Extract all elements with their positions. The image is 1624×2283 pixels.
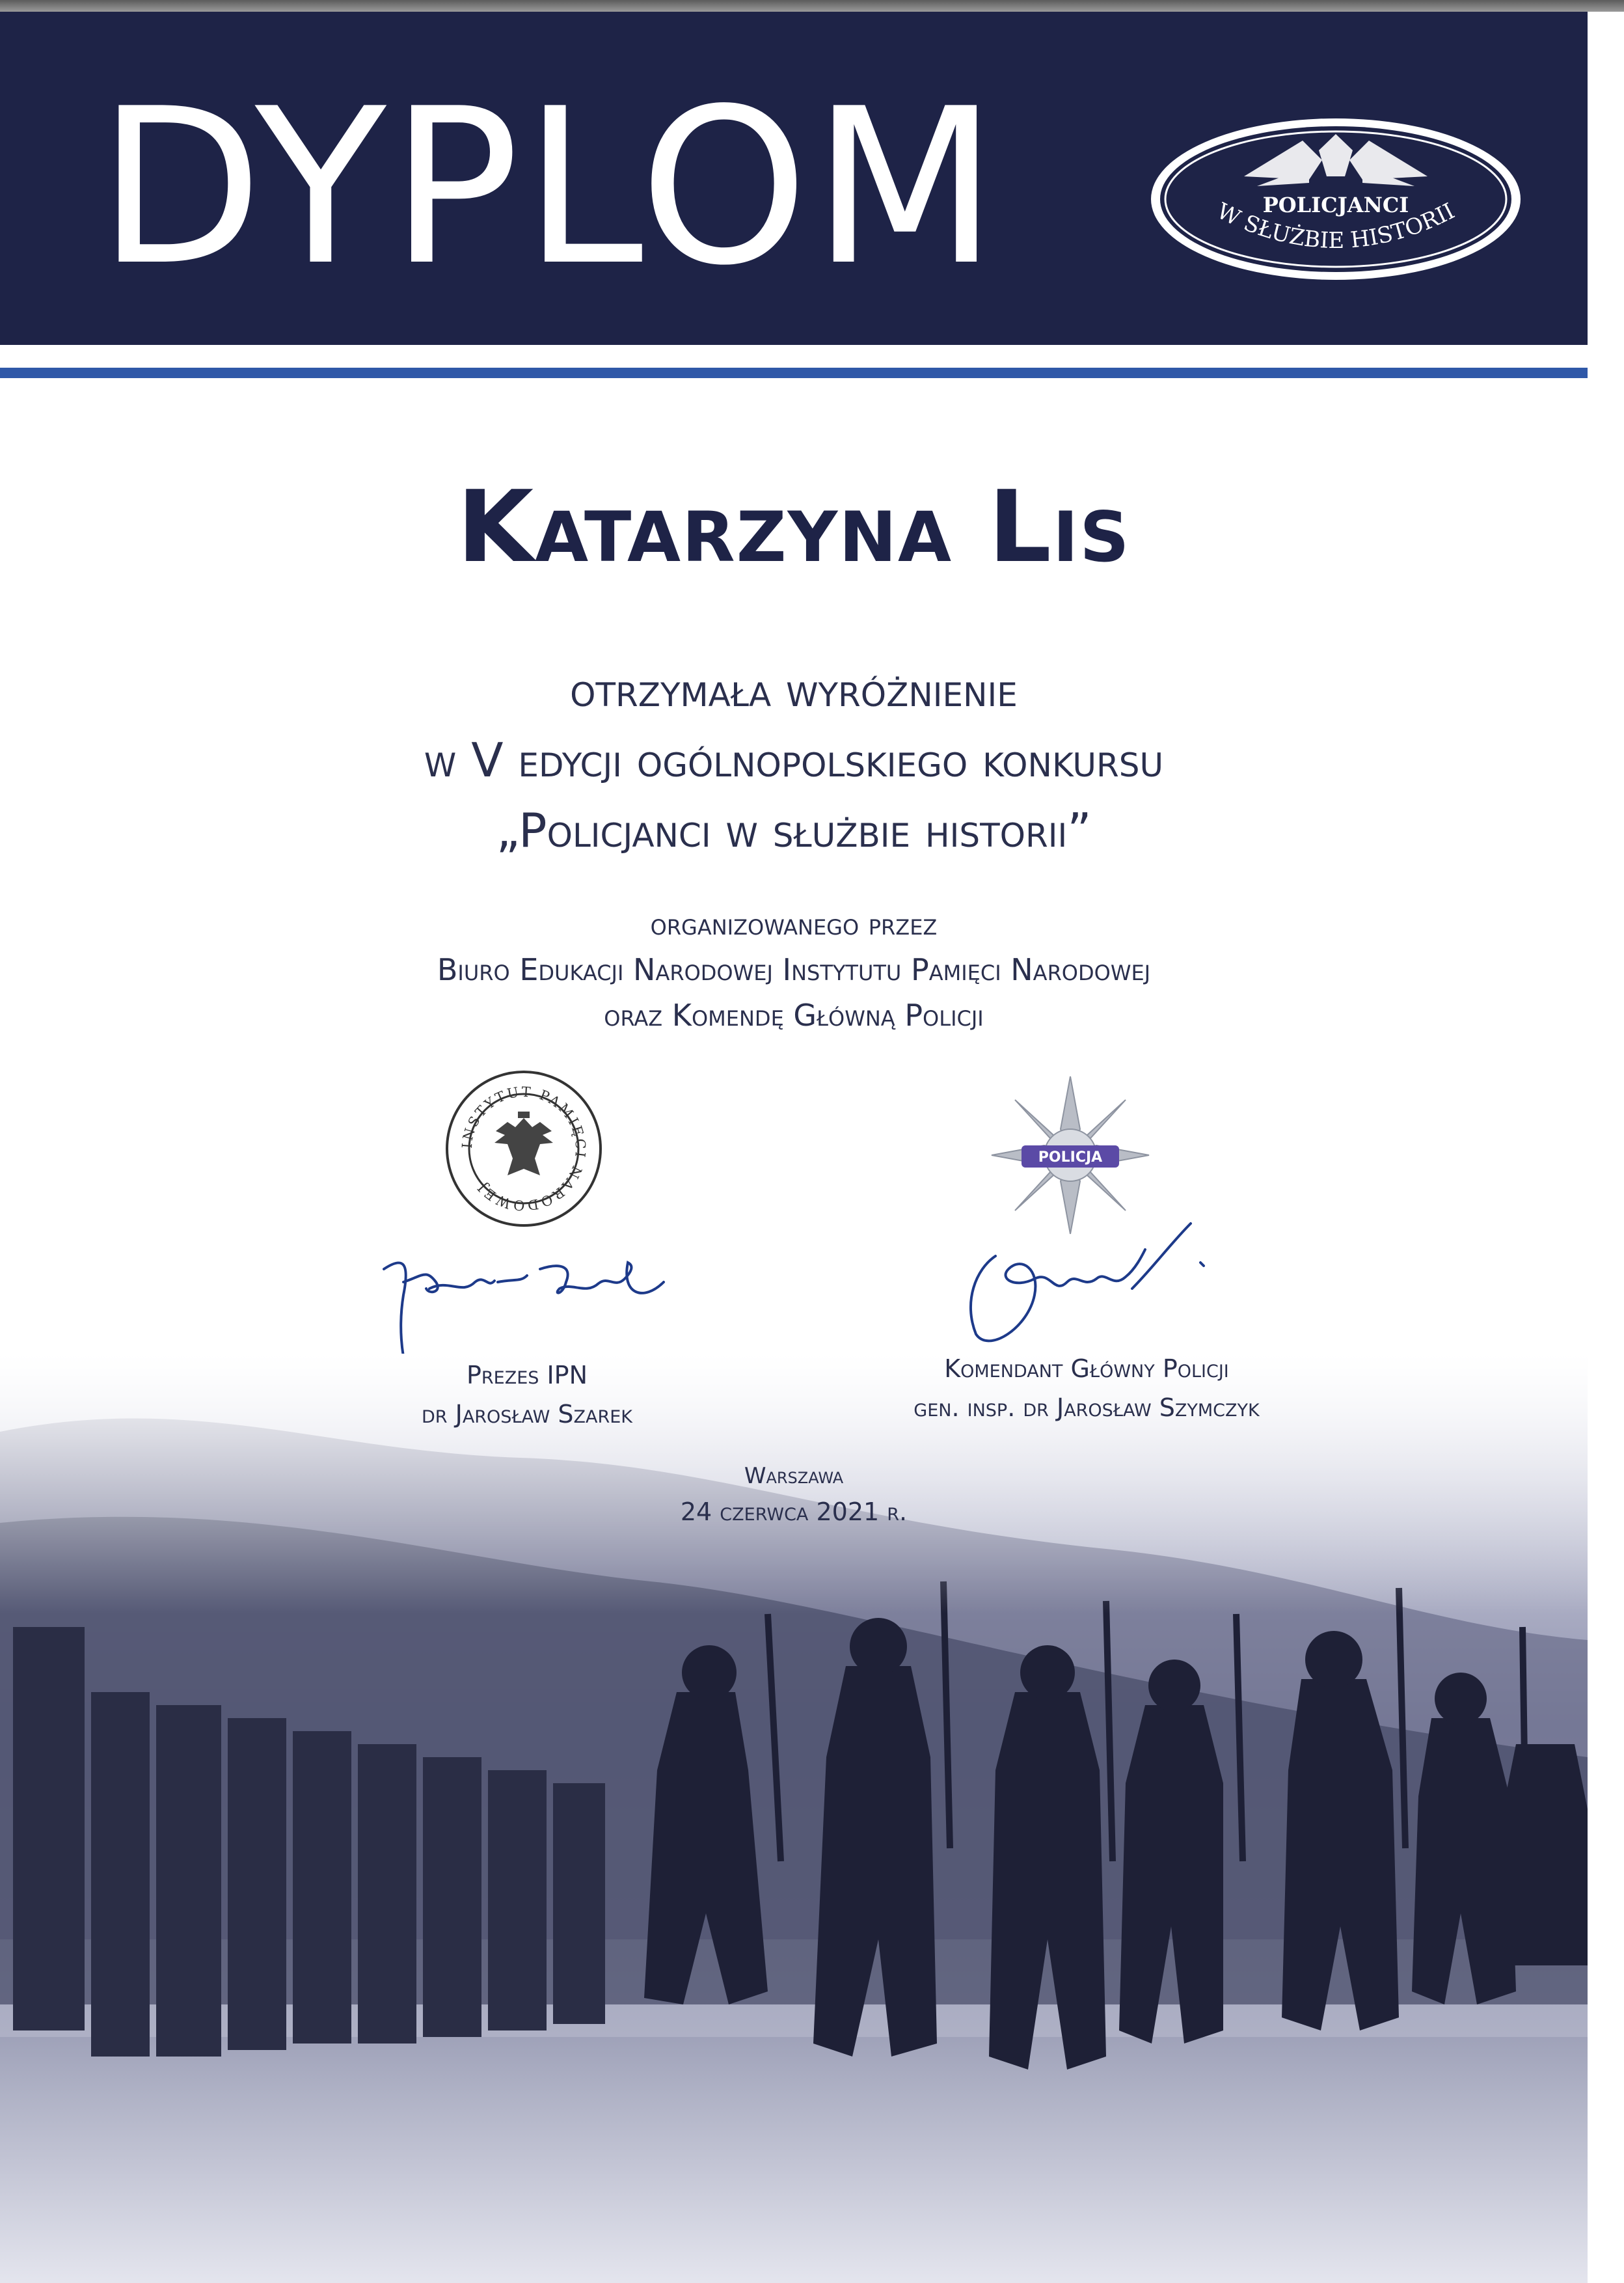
right-signatory-title: Komendant Główny Policji — [944, 1354, 1229, 1383]
organizer-line-3: oraz Komendę Główną Policji — [604, 998, 984, 1033]
police-star-badge — [989, 1074, 1152, 1237]
organizer-line-2: Biuro Edukacji Narodowej Instytutu Pamięci Narodowej — [437, 952, 1151, 987]
policjanci-logo — [1146, 115, 1525, 284]
blue-rule — [0, 368, 1588, 378]
left-signatory-name: dr Jarosław Szarek — [421, 1400, 632, 1429]
award-line-2: w V edycji ogólnopolskiego konkursu — [424, 733, 1164, 787]
police-badge-label: POLICJA — [1038, 1149, 1103, 1166]
award-line-3: „Policjanci w służbie historii” — [496, 803, 1092, 858]
organizer-line-1: organizowanego przez — [650, 907, 938, 942]
header-band — [0, 12, 1588, 345]
left-signatory-title: Prezes IPN — [466, 1361, 588, 1389]
award-line-1: otrzymała wyróżnienie — [570, 663, 1018, 717]
right-signatory-name: gen. insp. dr Jarosław Szymczyk — [914, 1393, 1260, 1422]
ipn-seal — [442, 1067, 605, 1230]
scan-edge — [0, 0, 1624, 12]
place: Warszawa — [744, 1463, 844, 1489]
recipient-name: Katarzyna Lis — [457, 469, 1131, 584]
signature-right — [937, 1217, 1223, 1367]
logo-text-line1: POLICJANCI — [1262, 193, 1409, 217]
logo-text-line2: W SŁUŻBIE HISTORII — [1212, 198, 1459, 254]
diploma-title: DYPLOM — [98, 62, 1002, 312]
svg-text:INSTYTUT PAMIĘCI NARODOWEJ: INSTYTUT PAMIĘCI NARODOWEJ — [459, 1084, 589, 1214]
date: 24 czerwca 2021 r. — [680, 1497, 908, 1526]
